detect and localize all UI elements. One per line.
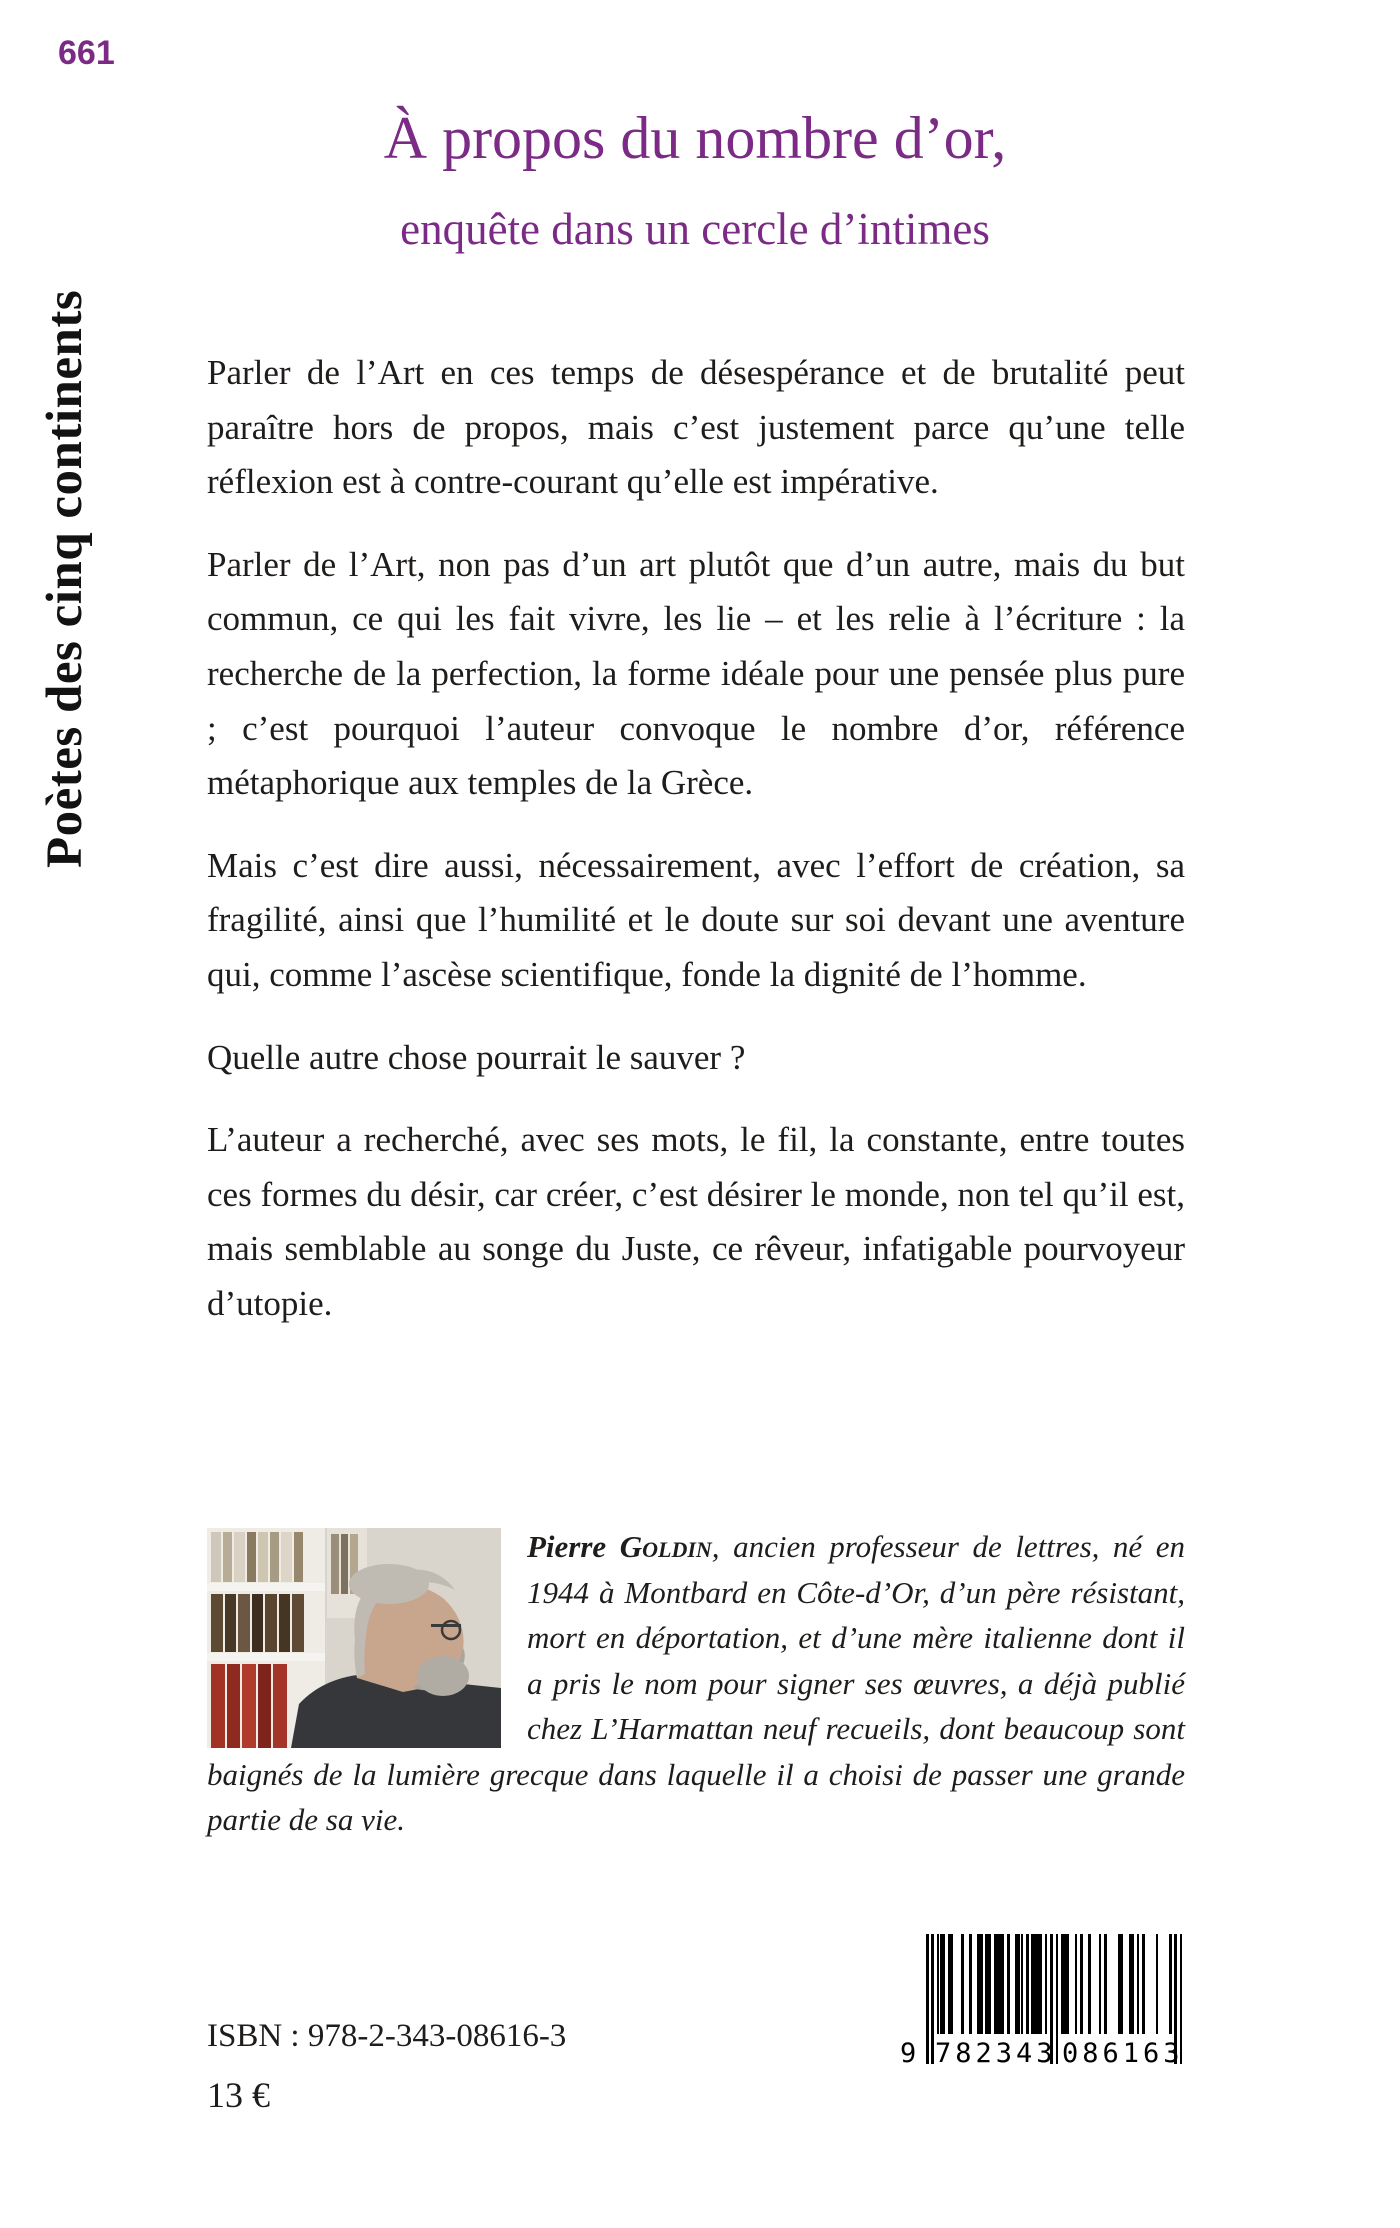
barcode-digit-group-1: 782343 [935,2038,1057,2069]
author-photo [207,1528,501,1748]
price: 13 € [207,2075,270,2115]
paragraph-1: Parler de l’Art en ces temps de désespérance et de brutalité peut paraître hors de propos, mais c’est justement parce qu’une telle réflexion est à contre-courant qu’elle est impérative. [207,353,1185,502]
barcode-digit-first: 9 [900,2038,917,2069]
paragraph-2: Parler de l’Art, non pas d’un art plutôt que d’un autre, mais du but commun, ce qui les fait vivre, les lie – et les relie à l’écriture : la recherche de la perfection, la forme idéale pour une pensée plus pure ; c’est pourquoi l’auteur convoque le nombre d’or, référence métaphorique aux temples de la Grèce. [207,544,1185,803]
author-photo-image [207,1528,501,1748]
author-last-name: Goldin [619,1529,712,1564]
barcode [900,1934,1184,2102]
book-title: À propos du nombre d’or, [383,105,1007,171]
author-name [527,1529,712,1564]
paragraph-3: Mais c’est dire aussi, nécessairement, avec l’effort de création, sa fragilité, ainsi que l’humilité et le doute sur soi devant une aventure qui, comme l’ascèse scientifique, fonde la dignité de l’homme. [207,845,1185,994]
paragraph-5: L’auteur a recherché, avec ses mots, le fil, la constante, entre toutes ces formes du désir, car créer, c’est désirer le monde, non tel qu’il est, mais semblable au songe du Juste, ce rêveur, infatigable pourvoyeur d’utopie. [207,1120,1185,1323]
collection-number: 661 [58,34,115,72]
author-bio [207,1524,1185,1843]
back-cover-text [207,346,1185,1360]
author-bio-body: , ancien professeur de lettres, né en 1944 à Montbard en Côte-d’Or, d’un père résistant, mort en déportation, et d’une mère italienne dont il a pris le nom pour signer ses œuvres, a déjà publié chez L’Harmattan neuf recueils, dont beaucoup sont baignés de la lumière grecque dans laquelle il a choisi de passer une grande partie de sa vie. [207,1529,1185,1838]
barcode-digit-group-2: 086163 [1062,2038,1184,2069]
isbn: ISBN : 978-2-343-08616-3 [207,2018,567,2054]
paragraph-4: Quelle autre chose pourrait le sauver ? [207,1037,746,1077]
barcode-digits [900,2036,1184,2072]
series-title-vertical: Poètes des cinq continents [37,289,93,868]
author-first-name: Pierre [527,1529,620,1564]
book-subtitle: enquête dans un cercle d’intimes [400,204,990,254]
